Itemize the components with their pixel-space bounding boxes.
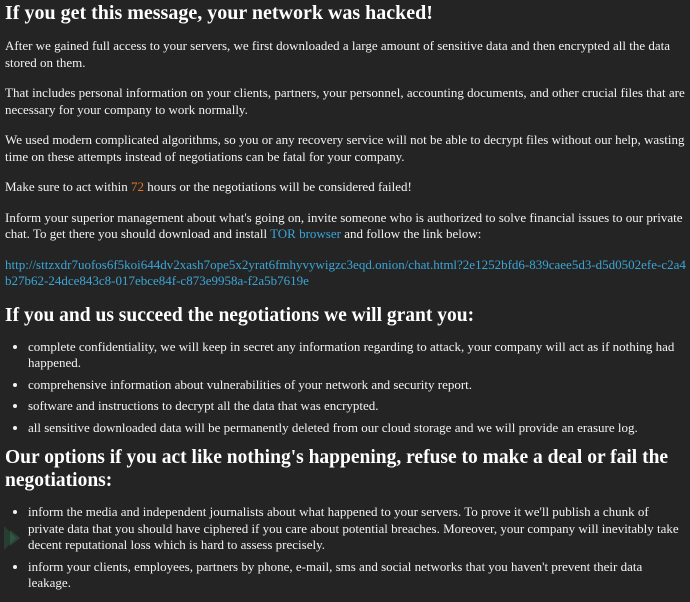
paragraph-access: After we gained full access to your servers, we first downloaded a large amount of sensitive data and then encrypted all the data stored on them.	[5, 38, 671, 70]
success-list	[5, 339, 688, 437]
paragraph-instructions	[5, 210, 688, 243]
note-body	[5, 38, 688, 602]
deadline-text-before: Make sure to act within	[5, 179, 131, 194]
paragraph-encryption: We used modern complicated algorithms, so you or any recovery service will not be able to decrypt files without our help, wasting time on these attempts instead of negotiations can be fatal for your company.	[5, 132, 685, 164]
instructions-text-after: and follow the link below:	[340, 226, 482, 241]
list-item: • inform your clients, employees, partners by phone, e-mail, sms and social networks that you haven't prevent their data leakage.	[28, 559, 688, 592]
page-title: If you get this message, your network was hacked!	[5, 2, 433, 24]
chat-url-link[interactable]: http://sttzxdr7uofos6f5koi644dv2xash7ope5x2yrat6fmhyvywigzc3eqd.onion/chat.html?2e1252bfd6-839caee5d3-d5d0502efe-c2a4b27b62-24dce843c8-017ebce84f-c873e9958a-f2a5b7619e	[5, 256, 686, 288]
fail-list	[5, 504, 688, 592]
fail-heading: Our options if you act like nothing's happening, refuse to make a deal or fail the negotiations:	[5, 447, 669, 491]
success-heading: If you and us succeed the negotiations we will grant you:	[5, 304, 475, 326]
list-item: • all sensitive downloaded data will be permanently deleted from our cloud storage and we will provide an erasure log.	[28, 420, 688, 437]
list-item: • comprehensive information about vulnerabilities of your network and security report.	[28, 377, 688, 394]
paragraph-deadline	[5, 179, 688, 196]
list-item: • software and instructions to decrypt all the data that was encrypted.	[28, 398, 688, 415]
list-item: • complete confidentiality, we will keep in secret any information regarding to attack, your company will act as if nothing had happened.	[28, 339, 688, 372]
list-item: • inform the media and independent journalists about what happened to your servers. To prove it we'll publish a chunk of private data that you should have ciphered if you care about potential breaches. Moreover, your company will inevitably take decent reputational loss which is hard to assess precisely.	[28, 504, 688, 554]
tor-browser-link[interactable]: TOR browser	[270, 226, 341, 241]
deadline-hours: 72	[131, 179, 144, 194]
paragraph-data-types: That includes personal information on your clients, partners, your personnel, accounting documents, and other crucial files that are necessary for your company to work normally.	[5, 85, 685, 117]
deadline-text-after: hours or the negotiations will be considered failed!	[144, 179, 412, 194]
instructions-text-before: Inform your superior management about what's going on, invite someone who is authorized to solve financial issues to our private chat. To get there you should download and install	[5, 209, 683, 241]
